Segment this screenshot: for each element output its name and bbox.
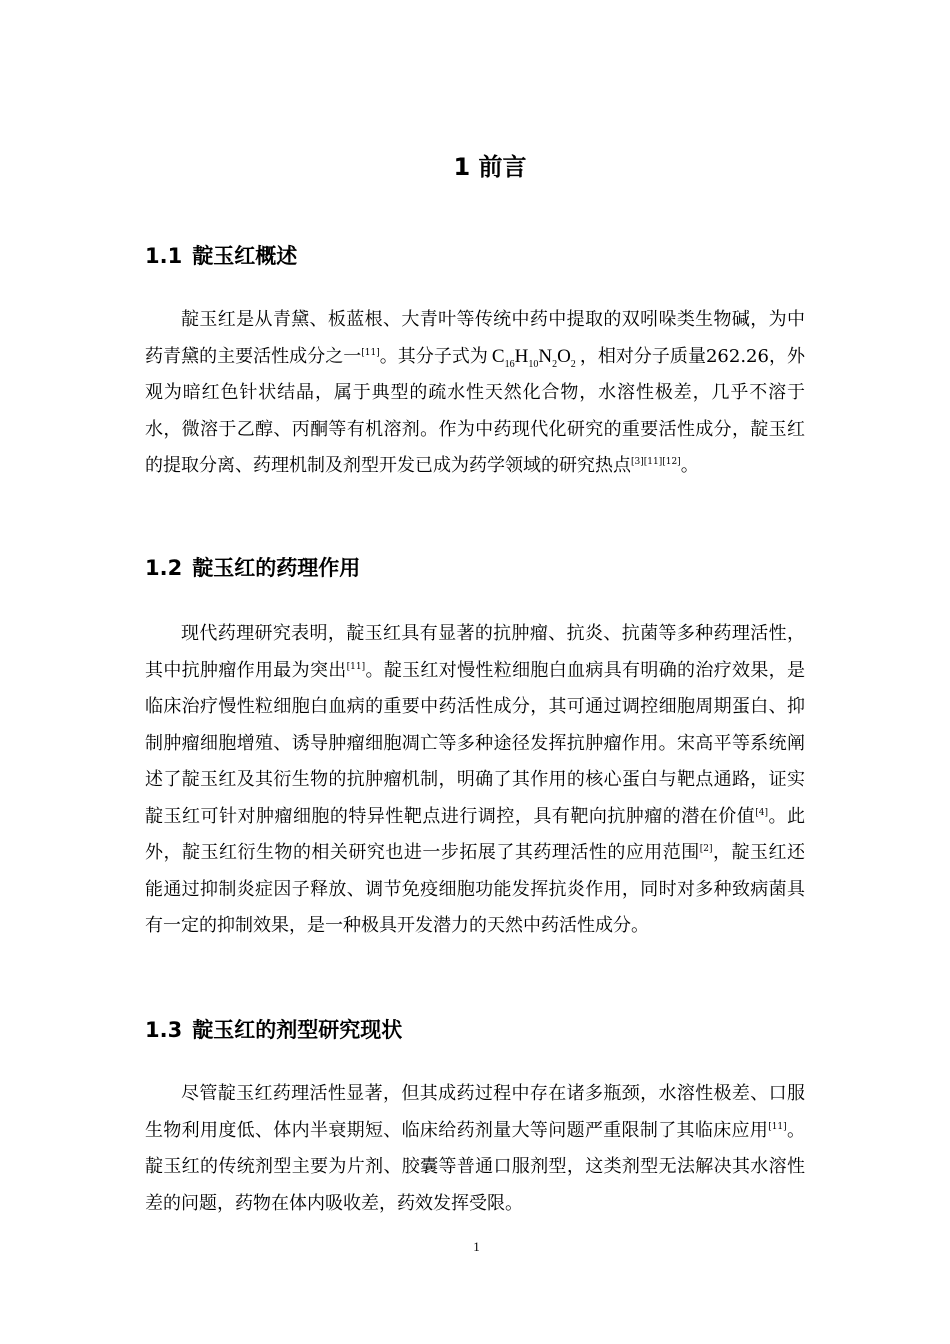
- paragraph-text: 。此外，靛玉红衍生物的相关研究也进一步拓展了其药理活性的应用范围: [145, 805, 806, 863]
- section-heading-1-1: [145, 241, 297, 271]
- paragraph-text: 。靛玉红对慢性粒细胞白血病具有明确的治疗效果，是临床治疗慢性粒细胞白血病的重要中药活性成分，其可通过调控细胞周期蛋白、抑制肿瘤细胞增殖、诱导肿瘤细胞凋亡等多种途径发挥抗肿瘤作用。宋高平等系统阐述了靛玉红及其衍生物的抗肿瘤机制，明确了其作用的核心蛋白与靶点通路，证实靛玉红可针对肿瘤细胞的特异性靶点进行调控，具有靶向抗肿瘤的潜在价值: [145, 659, 806, 827]
- paragraph-dosage-forms: [145, 1076, 805, 1222]
- citation[interactable]: [11]: [768, 1121, 787, 1132]
- paragraph-text: 。: [680, 455, 699, 476]
- citation[interactable]: [4]: [755, 807, 769, 818]
- chapter-title: 1 前言: [453, 153, 527, 181]
- paragraph-text: ，相对分子质量262.26，外观为暗红色针状结晶，属于典型的疏水性天然化合物，水溶性极差，几乎不溶于水，微溶于乙醇、丙酮等有机溶剂。作为中药现代化研究的重要活性成分，靛玉红的提取分离、药理机制及剂型开发已成为药学领域的研究热点: [145, 345, 805, 476]
- section-title: 靛玉红的剂型研究现状: [192, 1018, 403, 1042]
- paragraph-text: 。其分子式为: [379, 345, 488, 367]
- paragraph-overview: [145, 302, 805, 485]
- citation[interactable]: [11]: [346, 661, 366, 672]
- citation[interactable]: [3][11][12]: [631, 457, 681, 467]
- paragraph-text: 尽管靛玉红药理活性显著，但其成药过程中存在诸多瓶颈，水溶性极差、口服生物利用度低、体内半衰期短、临床给药剂量大等问题严重限制了其临床应用: [145, 1083, 805, 1141]
- section-title: 靛玉红概述: [192, 244, 298, 268]
- section-heading-1-3: [145, 1015, 402, 1045]
- section-number: 1.1: [145, 244, 183, 268]
- paragraph-pharmacology: [145, 616, 805, 945]
- citation[interactable]: [2]: [699, 844, 713, 854]
- section-number: 1.2: [145, 556, 183, 580]
- paragraph-text: 靛玉红是从青黛、板蓝根、大青叶等传统中药中提取的双吲哚类生物碱，为中药青黛的主要活性成分之一: [145, 309, 805, 367]
- section-heading-1-2: [145, 553, 360, 583]
- molecular-formula: $C_{16}H_{10}N_2O_2$: [491, 345, 576, 370]
- citation[interactable]: [11]: [361, 347, 380, 358]
- paragraph-text: ，靛玉红还能通过抑制炎症因子释放、调节免疫细胞功能发挥抗炎作用，同时对多种致病菌具有一定的抑制效果，是一种极具开发潜力的天然中药活性成分。: [145, 842, 806, 936]
- section-title: 靛玉红的药理作用: [192, 556, 361, 580]
- page-number: 1: [473, 1239, 480, 1254]
- paragraph-text: 现代药理研究表明，靛玉红具有显著的抗肿瘤、抗炎、抗菌等多种药理活性，其中抗肿瘤作用最为突出: [145, 623, 805, 681]
- paragraph-text: 。靛玉红的传统剂型主要为片剂、胶囊等普通口服剂型，这类剂型无法解决其水溶性差的问题，药物在体内吸收差，药效发挥受限。: [145, 1119, 806, 1214]
- section-number: 1.3: [145, 1018, 183, 1042]
